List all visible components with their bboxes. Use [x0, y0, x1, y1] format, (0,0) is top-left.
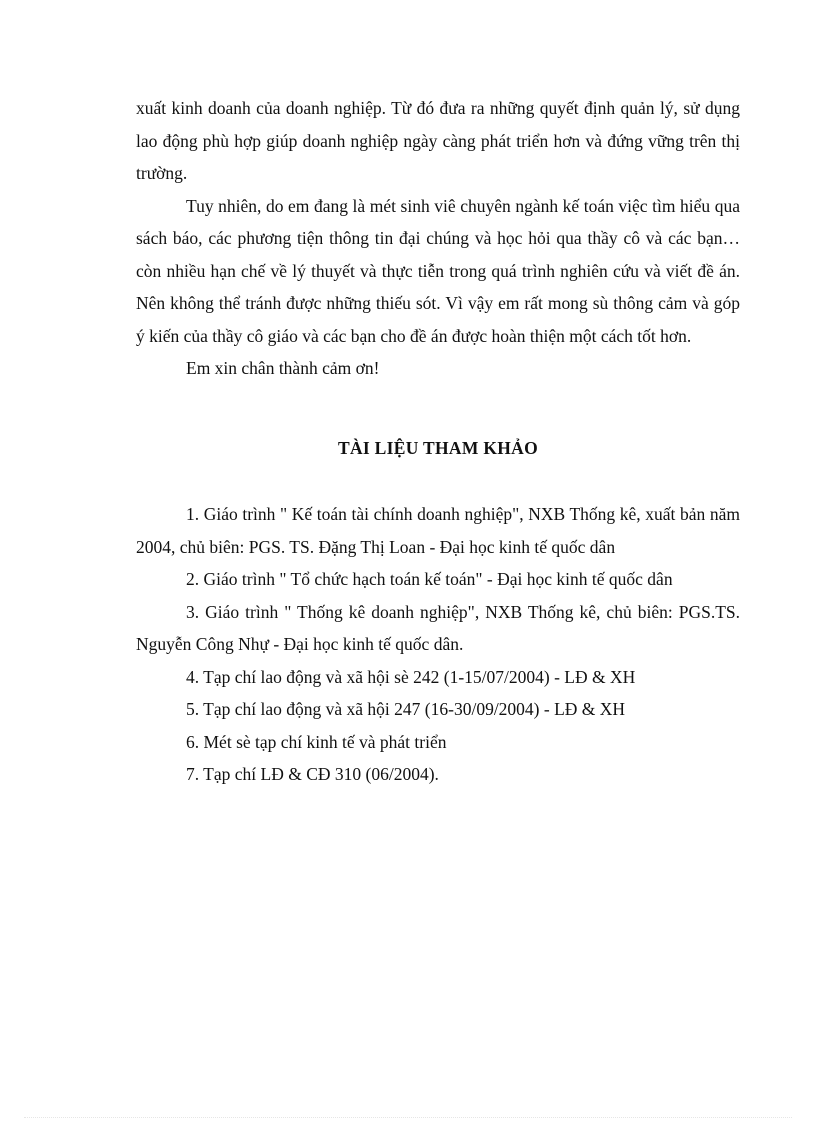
paragraph-limitations: Tuy nhiên, do em đang là mét sinh viê chuyên ngành kế toán việc tìm hiểu qua sách báo, các phương tiện thông tin đại chúng và học hỏi qua thầy cô và các bạn… còn nhiều hạn chế về lý thuyết và thực tiễn trong quá trình nghiên cứu và viết đề án. Nên không thể tránh được những thiếu sót. Vì vậy em rất mong sù thông cảm và góp ý kiến của thầy cô giáo và các bạn cho đề án được hoàn thiện một cách tốt hơn.: [136, 195, 740, 346]
page-bottom-divider: [24, 1117, 792, 1118]
reference-item: 1. Giáo trình " Kế toán tài chính doanh nghiệp", NXB Thống kê, xuất bản năm 2004, chủ biên: PGS. TS. Đặng Thị Loan - Đại học kinh tế quốc dân: [136, 504, 740, 557]
references-heading: TÀI LIỆU THAM KHẢO: [337, 438, 539, 458]
body-text: [136, 92, 740, 385]
reference-item: 6. Mét sè tạp chí kinh tế và phát triển: [186, 731, 447, 752]
reference-item: 3. Giáo trình " Thống kê doanh nghiệp", NXB Thống kê, chủ biên: PGS.TS. Nguyễn Công Nhự - Đại học kinh tế quốc dân.: [136, 601, 740, 654]
paragraph-thanks: Em xin chân thành cảm ơn!: [186, 358, 380, 378]
references-list: [136, 498, 740, 791]
paragraph-continuation: xuất kinh doanh của doanh nghiệp. Từ đó đưa ra những quyết định quản lý, sử dụng lao động phù hợp giúp doanh nghiệp ngày càng phát triển hơn và đứng vững trên thị trường.: [136, 98, 740, 183]
reference-item: 7. Tạp chí LĐ & CĐ 310 (06/2004).: [186, 764, 439, 784]
reference-item: 2. Giáo trình " Tổ chức hạch toán kế toán" - Đại học kinh tế quốc dân: [186, 569, 673, 589]
reference-item: 5. Tạp chí lao động và xã hội 247 (16-30/09/2004) - LĐ & XH: [186, 699, 626, 719]
reference-item: 4. Tạp chí lao động và xã hội sè 242 (1-15/07/2004) - LĐ & XH: [186, 666, 636, 687]
